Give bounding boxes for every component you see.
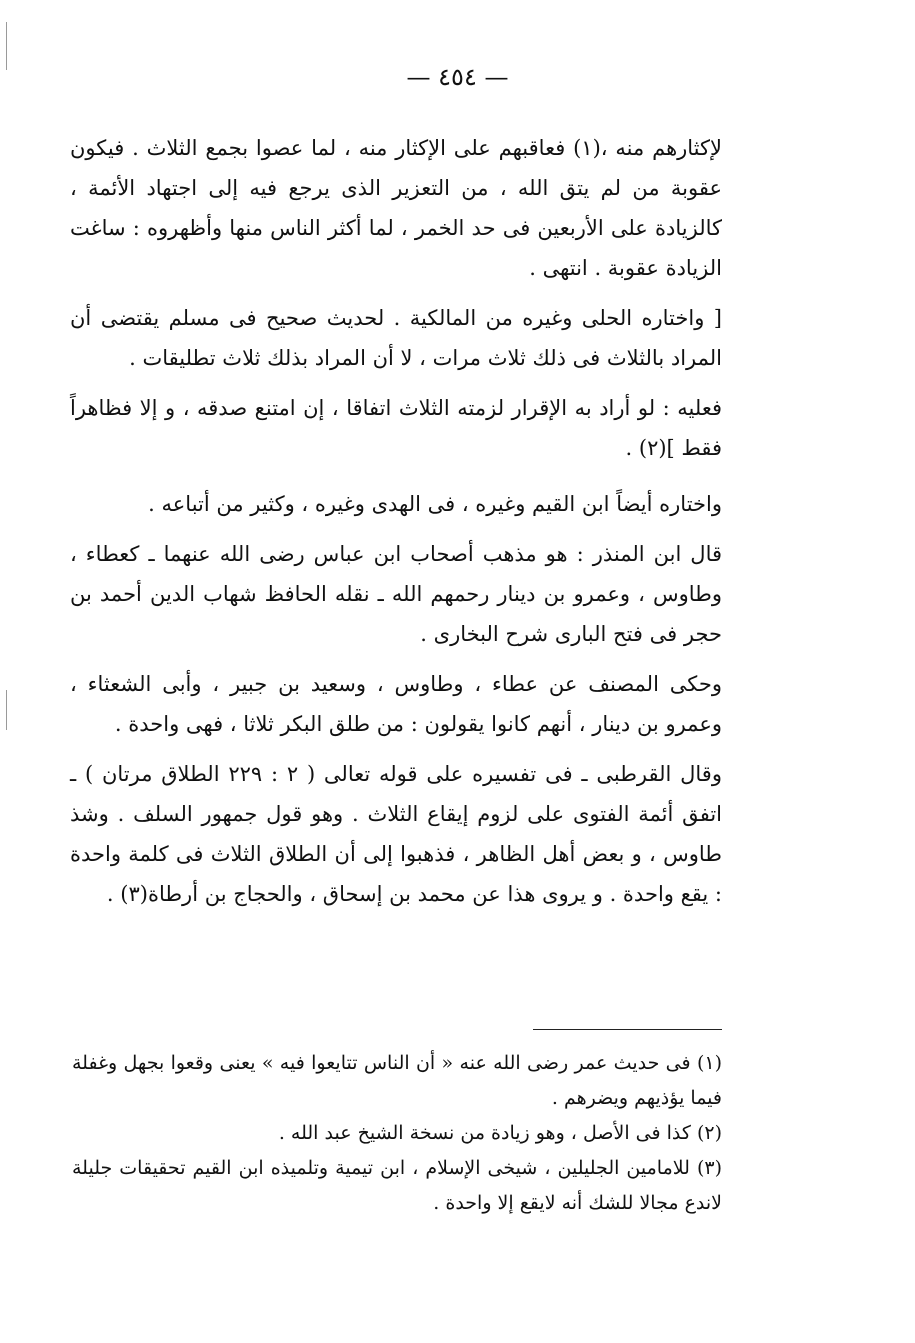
paragraph: وحكى المصنف عن عطاء ، وطاوس ، وسعيد بن جبير ، وأبى الشعثاء ، وعمرو بن دينار ، أنهم كانوا يقولون : من طلق البكر ثلاثا ، فهى واحدة . bbox=[70, 672, 722, 736]
footnote: (٣) للامامين الجليلين ، شيخى الإسلام ، ابن تيمية وتلميذه ابن القيم تحقيقات جليلة لاندع مجالا للشك أنه لايقع إلا واحدة . bbox=[72, 1157, 722, 1214]
footnotes bbox=[72, 1046, 722, 1221]
paragraph: قال ابن المنذر : هو مذهب أصحاب ابن عباس رضى الله عنهما ـ كعطاء ، وطاوس ، وعمرو بن دينار رحمهم الله ـ نقله الحافظ شهاب الدين أحمد بن حجر فى فتح البارى شرح البخارى . bbox=[70, 542, 722, 646]
footnote-divider bbox=[533, 1029, 722, 1030]
main-text bbox=[70, 128, 722, 914]
footnote: (١) فى حديث عمر رضى الله عنه « أن الناس تتايعوا فيه » يعنى وقعوا بجهل وغفلة فيما يؤذيهم ويضرهم . bbox=[72, 1052, 722, 1109]
paragraph: [ واختاره الحلى وغيره من المالكية . لحديث صحيح فى مسلم يقتضى أن المراد بالثلاث فى ذلك ثلاث مرات ، لا أن المراد بذلك ثلاث تطليقات . bbox=[70, 306, 722, 370]
paragraph: واختاره أيضاً ابن القيم وغيره ، فى الهدى وغيره ، وكثير من أتباعه . bbox=[148, 492, 722, 516]
footnote: (٢) كذا فى الأصل ، وهو زيادة من نسخة الشيخ عبد الله . bbox=[278, 1122, 722, 1144]
page-number: — ٤٥٤ — bbox=[406, 63, 509, 91]
paragraph: لإكثارهم منه ،(١) فعاقبهم على الإكثار منه ، لما عصوا بجمع الثلاث . فيكون عقوبة من لم يتق الله ، من التعزير الذى يرجع فيه إلى اجتهاد الأئمة ، كالزيادة على الأربعين فى حد الخمر ، لما أكثر الناس منها وأظهروه : ساغت الزيادة عقوبة . انتهى . bbox=[70, 136, 722, 280]
paragraph: وقال القرطبى ـ فى تفسيره على قوله تعالى ( ٢ : ٢٢٩ الطلاق مرتان ) ـ اتفق أئمة الفتوى على لزوم إيقاع الثلاث . وهو قول جمهور السلف . وشذ طاوس ، و بعض أهل الظاهر ، فذهبوا إلى أن الطلاق الثلاث فى كلمة واحدة : يقع واحدة . و يروى هذا عن محمد بن إسحاق ، والحجاج بن أرطاة(٣) . bbox=[70, 762, 722, 906]
paragraph: فعليه : لو أراد به الإقرار لزمته الثلاث اتفاقا ، إن امتنع صدقه ، و إلا فظاهراً فقط ](٢) . bbox=[70, 396, 722, 460]
scan-edge-mark bbox=[6, 690, 7, 730]
